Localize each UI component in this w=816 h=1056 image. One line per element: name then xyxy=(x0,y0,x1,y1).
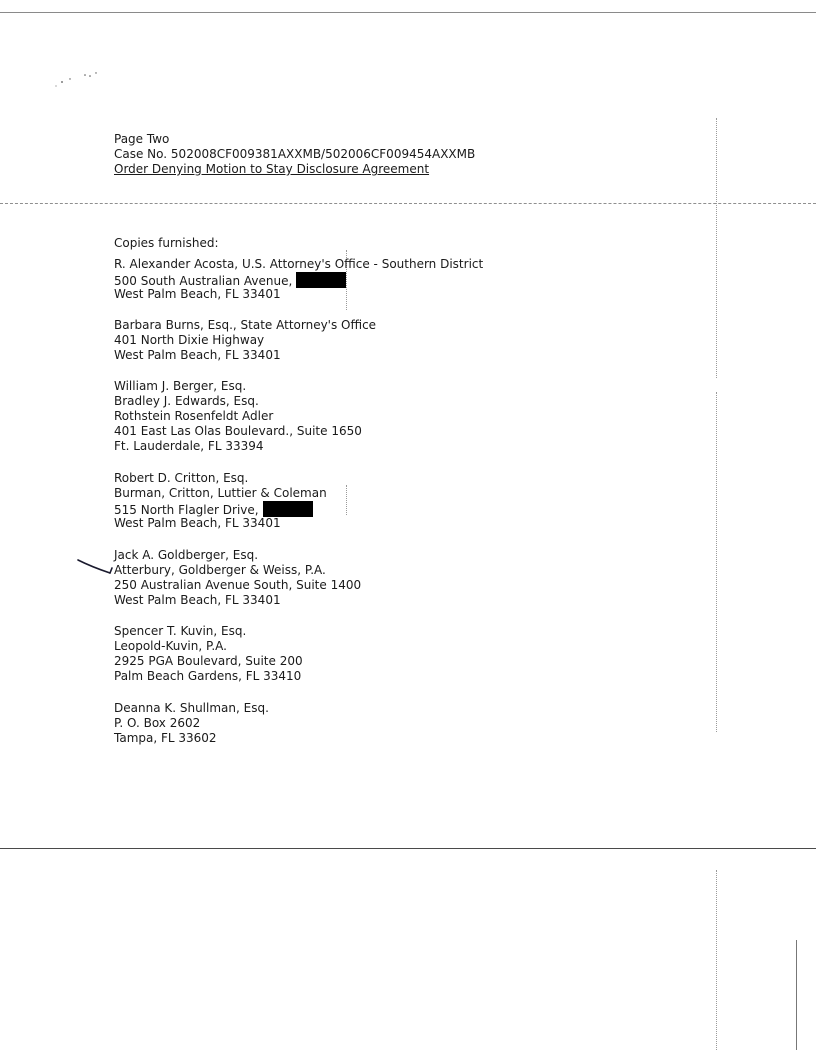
scan-bottom-edge-line xyxy=(0,848,816,849)
recipient-address: 2925 PGA Boulevard, Suite 200 xyxy=(114,654,303,668)
recipient-city: Palm Beach Gardens, FL 33410 xyxy=(114,669,302,683)
recipient-firm: Burman, Critton, Luttier & Coleman xyxy=(114,486,327,500)
recipient-block-goldberger xyxy=(114,548,674,608)
scan-fold-line xyxy=(0,203,816,204)
copies-furnished-heading: Copies furnished: xyxy=(114,236,219,250)
recipient-block-shullman xyxy=(114,701,674,746)
recipient-name: Spencer T. Kuvin, Esq. xyxy=(114,624,247,638)
recipient-firm: Leopold-Kuvin, P.A. xyxy=(114,639,227,653)
handwritten-checkmark-icon xyxy=(76,557,114,577)
recipient-firm: Rothstein Rosenfeldt Adler xyxy=(114,409,274,423)
page-label: Page Two xyxy=(114,132,170,146)
recipient-name: Robert D. Critton, Esq. xyxy=(114,471,249,485)
recipient-city: Ft. Lauderdale, FL 33394 xyxy=(114,439,264,453)
recipient-city: West Palm Beach, FL 33401 xyxy=(114,593,281,607)
recipient-address: 401 East Las Olas Boulevard., Suite 1650 xyxy=(114,424,362,438)
recipient-firm: Atterbury, Goldberger & Weiss, P.A. xyxy=(114,563,326,577)
recipient-name: Jack A. Goldberger, Esq. xyxy=(114,548,259,562)
recipient-name: William J. Berger, Esq. xyxy=(114,379,247,393)
case-number: Case No. 502008CF009381AXXMB/502006CF009454AXXMB xyxy=(114,147,476,161)
scan-specks xyxy=(52,70,112,110)
recipient-block-acosta xyxy=(114,257,674,302)
scan-artifact-line xyxy=(716,870,717,1050)
scan-artifact-line xyxy=(796,940,797,1050)
recipient-block-burns xyxy=(114,318,674,363)
recipient-name: Bradley J. Edwards, Esq. xyxy=(114,394,259,408)
recipient-city: West Palm Beach, FL 33401 xyxy=(114,348,281,362)
order-title: Order Denying Motion to Stay Disclosure Agreement xyxy=(114,162,430,176)
page-header xyxy=(114,132,674,177)
redaction-box xyxy=(263,501,313,517)
redaction-box xyxy=(296,272,346,288)
recipient-address: 401 North Dixie Highway xyxy=(114,333,265,347)
recipient-address: 250 Australian Avenue South, Suite 1400 xyxy=(114,578,362,592)
recipient-address: 500 South Australian Avenue, xyxy=(114,274,293,288)
recipient-address: P. O. Box 2602 xyxy=(114,716,201,730)
scan-artifact-line xyxy=(716,392,717,732)
recipient-name: R. Alexander Acosta, U.S. Attorney's Office - Southern District xyxy=(114,257,484,271)
recipient-block-kuvin xyxy=(114,624,674,684)
scan-artifact-line xyxy=(716,118,717,378)
recipient-name: Deanna K. Shullman, Esq. xyxy=(114,701,269,715)
scan-top-edge-line xyxy=(0,12,816,13)
recipient-address-line xyxy=(114,501,674,516)
recipient-name: Barbara Burns, Esq., State Attorney's Office xyxy=(114,318,377,332)
recipient-city: Tampa, FL 33602 xyxy=(114,731,217,745)
recipient-city: West Palm Beach, FL 33401 xyxy=(114,287,281,301)
recipient-address-line xyxy=(114,272,674,287)
recipient-block-berger-edwards xyxy=(114,379,674,454)
recipient-address: 515 North Flagler Drive, xyxy=(114,503,259,517)
recipient-block-critton xyxy=(114,471,674,531)
recipient-city: West Palm Beach, FL 33401 xyxy=(114,516,281,530)
